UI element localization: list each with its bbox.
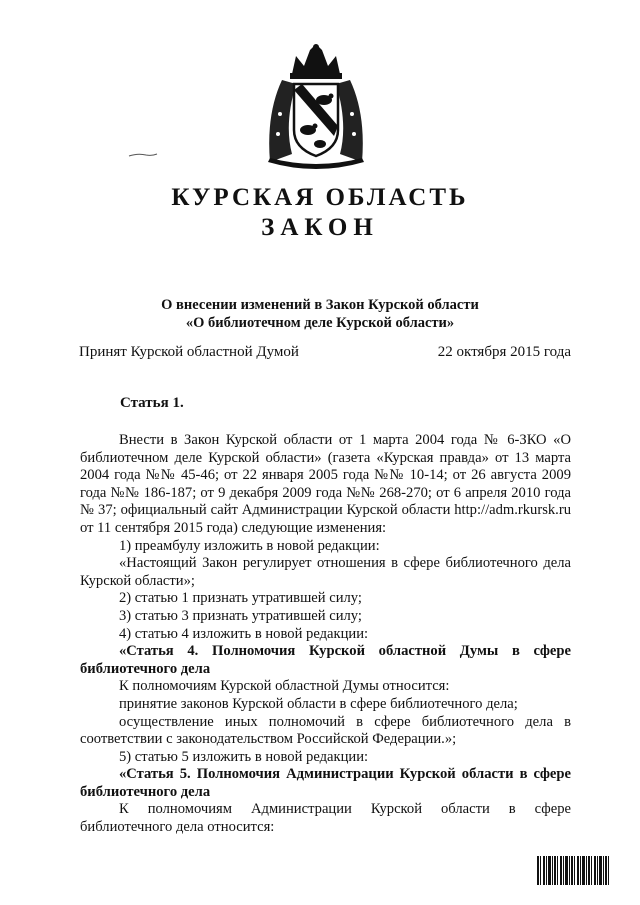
- preamble-text: «Настоящий Закон регулирует отношения в сфере библиотечного дела Курской области»;: [80, 555, 571, 589]
- amendment-item-3: 3) статью 3 признать утратившей силу;: [119, 607, 362, 624]
- article-1-intro: Внести в Закон Курской области от 1 марта 2004 года № 6-ЗКО «О библиотечном деле Курской области» (газета «Курская правда» от 13 марта 2004 года №№ 45-46; от 22 января 2005 года №№ 10-14; от 26 августа 2009 года №№ 186-187; от 9 декабря 2009 года №№ 268-270; от 6 апреля 2010 года № 37; официальный сайт Администрации Курской области http://adm.rkursk.ru от 11 сентября 2015 года) следующие изменения:: [80, 432, 571, 536]
- amendment-item-5: 5) статью 5 изложить в новой редакции:: [119, 748, 369, 765]
- amendment-item-2: 2) статью 1 признать утратившей силу;: [119, 590, 362, 607]
- adoption-line: [79, 344, 571, 361]
- document-title: [60, 296, 580, 332]
- document-type: ЗАКОН: [261, 214, 379, 241]
- article-4-paragraph-3: осуществление иных полномочий в сфере библиотечного дела в соответствии с законодательством Российской Федерации.»;: [80, 713, 571, 748]
- document-title-line-2: «О библиотечном деле Курской области»: [185, 315, 455, 331]
- article-1-heading: Статья 1.: [120, 395, 184, 411]
- amendment-item-4: 4) статью 4 изложить в новой редакции:: [119, 625, 369, 642]
- article-4-paragraph-1: К полномочиям Курской областной Думы относится:: [119, 678, 450, 695]
- article-1-body: [80, 432, 571, 837]
- article-5-paragraph-1: К полномочиям Администрации Курской области в сфере библиотечного дела относится:: [80, 801, 571, 836]
- article-4-paragraph-2: принятие законов Курской области в сфере библиотечного дела;: [119, 695, 518, 712]
- region-title: КУРСКАЯ ОБЛАСТЬ: [171, 184, 469, 211]
- adoption-body: Принят Курской областной Думой: [79, 344, 299, 360]
- document-title-line-1: О внесении изменений в Закон Курской области: [161, 297, 479, 313]
- article-4-heading: «Статья 4. Полномочия Курской областной Думы в сфере библиотечного дела: [80, 643, 571, 677]
- amendment-item-1: 1) преамбулу изложить в новой редакции:: [119, 537, 380, 554]
- barcode-icon: [537, 856, 609, 885]
- adoption-date: 22 октября 2015 года: [437, 344, 571, 360]
- article-5-heading: «Статья 5. Полномочия Администрации Курской области в сфере библиотечного дела: [80, 766, 571, 800]
- scan-mark: [128, 152, 158, 158]
- kursk-coat-of-arms-icon: [262, 44, 370, 170]
